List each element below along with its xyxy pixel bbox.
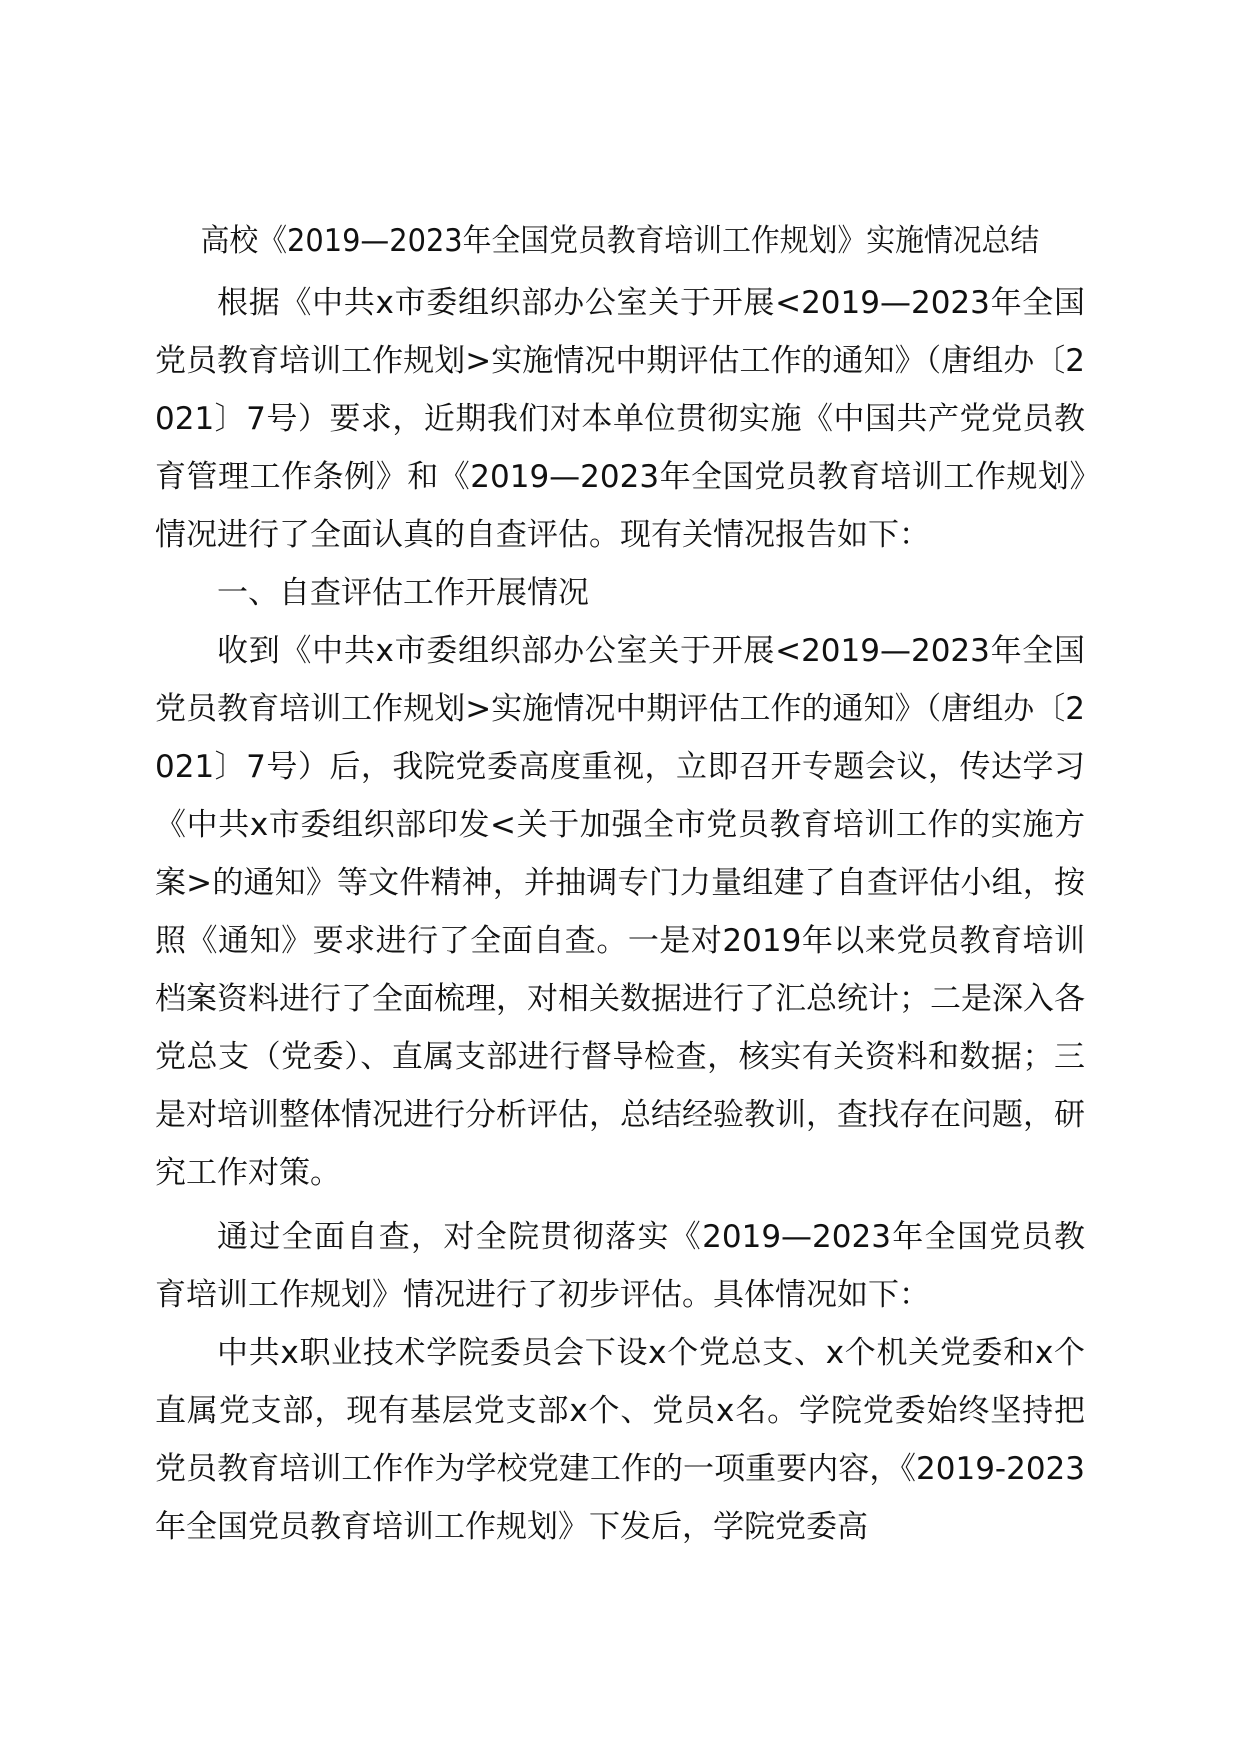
paragraph-college-overview: 中共x职业技术学院委员会下设x个党总支、x个机关党委和x个直属党支部，现有基层党支部x个、党员x名。学院党委始终坚持把党员教育培训工作作为学校党建工作的一项重要内容，《2019-2023年全国党员教育培训工作规划》下发后，学院党委高	[155, 1335, 1085, 1545]
paragraph-assessment: 通过全面自查，对全院贯彻落实《2019—2023年全国党员教育培训工作规划》情况进行了初步评估。具体情况如下：	[155, 1219, 1085, 1313]
paragraph-self-check: 收到《中共x市委组织部办公室关于开展<2019—2023年全国党员教育培训工作规划>实施情况中期评估工作的通知》（唐组办〔2021〕7号）后，我院党委高度重视，立即召开专题会议，传达学习《中共x市委组织部印发<关于加强全市党员教育培训工作的实施方案>的通知》等文件精神，并抽调专门力量组建了自查评估小组，按照《通知》要求进行了全面自查。一是对2019年以来党员教育培训档案资料进行了全面梳理，对相关数据进行了汇总统计；二是深入各党总支（党委）、直属支部进行督导检查，核实有关资料和数据；三是对培训整体情况进行分析评估，总结经验教训，查找存在问题，研究工作对策。	[155, 633, 1085, 1191]
document-title-text: 高校《2019—2023年全国党员教育培训工作规划》实施情况总结	[200, 223, 1040, 259]
document-body	[155, 212, 1085, 1556]
section-heading-1: 一、自查评估工作开展情况	[217, 575, 589, 611]
document-title	[155, 212, 1085, 270]
paragraph-intro: 根据《中共x市委组织部办公室关于开展<2019—2023年全国党员教育培训工作规划>实施情况中期评估工作的通知》（唐组办〔2021〕7号）要求，近期我们对本单位贯彻实施《中国共产党党员教育管理工作条例》和《2019—2023年全国党员教育培训工作规划》情况进行了全面认真的自查评估。现有关情况报告如下：	[155, 285, 1085, 553]
